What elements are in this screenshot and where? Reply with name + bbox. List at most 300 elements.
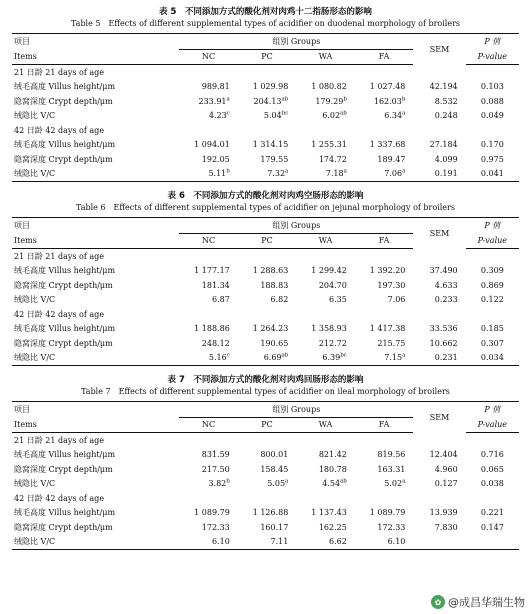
table-row [12, 535, 519, 550]
significance-letter: bc [340, 352, 347, 359]
header-items-zh: 项目 [12, 34, 179, 50]
data-table [12, 401, 519, 550]
value-text: 1 417.38 [369, 324, 406, 334]
row-label: 绒毛高度 Villus height/μm [14, 324, 116, 334]
value-text: 212.72 [318, 338, 347, 348]
value-text: 215.75 [377, 338, 406, 348]
p-value-cell: 0.038 [480, 479, 504, 489]
value-cell [296, 506, 355, 521]
significance-letter: b [343, 96, 347, 103]
value-text: 190.65 [260, 338, 289, 348]
row-label: 隐窝深度 Crypt depth/μm [14, 522, 113, 532]
header-row [12, 218, 519, 234]
value-text: 1 264.23 [252, 324, 289, 334]
p-value-cell: 0.975 [480, 154, 504, 164]
section-label: 21 日龄 21 days of age [14, 435, 104, 445]
header-p-en: P-value [466, 49, 519, 65]
value-cell [355, 167, 414, 182]
table-row [12, 520, 519, 535]
header-group-nc: NC [179, 49, 238, 65]
significance-letter: b [401, 96, 406, 103]
empty-cell [179, 65, 238, 80]
section-label: 21 日龄 21 days of age [14, 251, 104, 261]
header-p-zh-text: P 值 [484, 221, 501, 230]
value-text: 1 299.42 [311, 266, 347, 276]
table-row [12, 462, 519, 477]
row-label: 绒隐比 V/C [14, 295, 56, 305]
empty-cell [355, 123, 414, 138]
value-text: 1 314.15 [252, 140, 289, 150]
value-text: 7.06 [387, 295, 406, 305]
value-cell [355, 448, 414, 463]
wechat-logo-icon: ✿ [431, 595, 445, 609]
value-cell [179, 167, 238, 182]
section-row [12, 433, 519, 448]
empty-cell [413, 65, 465, 80]
empty-cell [413, 123, 465, 138]
sem-cell: 42.194 [429, 82, 458, 92]
value-cell [355, 264, 414, 279]
value-cell [355, 138, 414, 153]
value-cell [296, 322, 355, 337]
p-value-cell: 0.185 [480, 324, 504, 334]
header-group-pc: PC [238, 233, 297, 249]
value-cell [238, 462, 297, 477]
value-cell [179, 152, 238, 167]
table-block [12, 374, 519, 550]
header-group-fa: FA [355, 233, 414, 249]
value-cell [296, 278, 355, 293]
value-cell [179, 506, 238, 521]
sem-cell: 12.404 [429, 450, 458, 460]
value-text: 7.11 [270, 537, 289, 547]
empty-cell [238, 123, 297, 138]
value-cell [296, 535, 355, 550]
empty-cell [296, 123, 355, 138]
table-row [12, 152, 519, 167]
table-row [12, 293, 519, 308]
p-value-cell [466, 535, 519, 550]
significance-letter: a [285, 478, 289, 485]
value-cell [238, 167, 297, 182]
value-cell [179, 520, 238, 535]
value-text: 6.34 [384, 111, 403, 121]
sem-cell: 0.233 [434, 295, 458, 305]
empty-cell [179, 249, 238, 264]
value-text: 1 255.31 [311, 140, 347, 150]
value-text: 162.03 [373, 96, 402, 106]
table-caption-zh: 表 6 不同添加方式的酸化剂对肉鸡空肠形态的影响 [167, 191, 364, 201]
value-cell [296, 336, 355, 351]
value-text: 158.45 [260, 464, 289, 474]
header-group-pc: PC [238, 49, 297, 65]
significance-letter: ab [281, 352, 289, 359]
empty-cell [413, 433, 465, 448]
value-cell [179, 94, 238, 109]
value-text: 179.55 [260, 154, 289, 164]
value-cell [238, 138, 297, 153]
value-text: 1 177.17 [194, 266, 230, 276]
significance-letter: a [402, 110, 406, 117]
sem-cell: 0.127 [434, 479, 458, 489]
empty-cell [238, 491, 297, 506]
value-cell [179, 293, 238, 308]
value-cell [355, 293, 414, 308]
table-block [12, 6, 519, 182]
empty-cell [238, 65, 297, 80]
significance-letter: b [226, 478, 230, 485]
value-cell [179, 448, 238, 463]
value-cell [179, 535, 238, 550]
p-value-cell: 0.221 [480, 508, 504, 518]
empty-cell [466, 65, 519, 80]
p-value-cell: 0.122 [480, 295, 504, 305]
p-value-cell: 0.170 [480, 140, 504, 150]
value-cell [355, 351, 414, 366]
header-p-zh [466, 34, 519, 50]
header-groups: 组别 Groups [179, 402, 413, 418]
value-text: 1 126.88 [252, 508, 289, 518]
value-cell [238, 351, 297, 366]
value-text: 6.62 [329, 537, 347, 547]
p-value-cell: 0.147 [480, 522, 504, 532]
value-cell [179, 109, 238, 124]
value-cell [296, 462, 355, 477]
value-cell [238, 278, 297, 293]
sem-cell: 0.248 [434, 111, 458, 121]
value-text: 6.10 [211, 537, 230, 547]
significance-letter: a [402, 478, 406, 485]
row-label: 绒毛高度 Villus height/μm [14, 508, 116, 518]
table-caption-zh: 表 7 不同添加方式的酸化剂对肉鸡回肠形态的影响 [167, 375, 364, 385]
table-caption-en: Table 6 Effects of different supplemental types of acidifier on jejunal morphology of broilers [76, 203, 455, 212]
header-group-nc: NC [179, 233, 238, 249]
value-text: 5.16 [208, 353, 227, 363]
sem-cell: 37.490 [429, 266, 458, 276]
value-text: 1 080.82 [311, 82, 347, 92]
significance-letter: ab [340, 478, 347, 485]
empty-cell [413, 491, 465, 506]
value-text: 6.10 [387, 537, 406, 547]
value-text: 1 089.79 [369, 508, 406, 518]
table-row [12, 109, 519, 124]
value-cell [238, 535, 297, 550]
section-label: 42 日龄 42 days of age [14, 493, 104, 503]
empty-cell [355, 433, 414, 448]
significance-letter: ab [340, 110, 347, 117]
data-table [12, 33, 519, 182]
table-row [12, 94, 519, 109]
value-text: 6.35 [329, 295, 347, 305]
significance-letter: a [226, 96, 230, 103]
empty-cell [466, 123, 519, 138]
empty-cell [466, 491, 519, 506]
header-items-zh: 项目 [12, 402, 179, 418]
value-text: 5.11 [208, 169, 227, 179]
value-cell [355, 152, 414, 167]
row-label: 隐窝深度 Crypt depth/μm [14, 338, 113, 348]
p-value-cell: 0.049 [480, 111, 504, 121]
sem-cell: 0.231 [413, 351, 465, 366]
section-label: 21 日龄 21 days of age [14, 67, 104, 77]
header-items-en: Items [12, 417, 179, 433]
value-cell [296, 94, 355, 109]
value-text: 172.33 [201, 522, 230, 532]
row-label: 绒隐比 V/C [12, 535, 179, 550]
row-label: 隐窝深度 Crypt depth/μm [14, 280, 113, 290]
sem-cell: 4.099 [434, 154, 458, 164]
sem-cell: 33.536 [429, 324, 458, 334]
table-row [12, 167, 519, 182]
value-cell [355, 477, 414, 492]
value-cell [238, 80, 297, 95]
empty-cell [466, 307, 519, 322]
header-groups: 组别 Groups [179, 34, 413, 50]
value-text: 7.15 [384, 353, 403, 363]
value-text: 204.70 [318, 280, 347, 290]
sem-cell: 4.633 [434, 280, 458, 290]
header-sem: SEM [413, 402, 465, 433]
header-p-zh [466, 218, 519, 234]
sem-cell: 8.532 [434, 96, 458, 106]
table-caption-zh: 表 5 不同添加方式的酸化剂对肉鸡十二指肠形态的影响 [159, 7, 372, 17]
value-text: 7.18 [325, 169, 344, 179]
significance-letter: a [402, 352, 406, 359]
header-p-en: P-value [466, 417, 519, 433]
table-row [12, 336, 519, 351]
value-cell [296, 152, 355, 167]
significance-letter: c [226, 352, 230, 359]
value-cell [355, 322, 414, 337]
value-cell [179, 477, 238, 492]
value-text: 1 188.86 [194, 324, 230, 334]
value-text: 1 094.01 [194, 140, 230, 150]
header-group-fa: FA [355, 49, 414, 65]
value-text: 188.83 [260, 280, 289, 290]
p-value-cell: 0.309 [480, 266, 504, 276]
section-row [12, 307, 519, 322]
value-text: 248.12 [201, 338, 230, 348]
header-group-nc: NC [179, 417, 238, 433]
value-cell [296, 520, 355, 535]
empty-cell [466, 433, 519, 448]
header-group-fa: FA [355, 417, 414, 433]
value-cell [179, 322, 238, 337]
significance-letter: a [285, 168, 289, 175]
watermark [431, 594, 525, 610]
value-text: 197.30 [377, 280, 406, 290]
value-cell [179, 336, 238, 351]
value-cell [355, 506, 414, 521]
value-text: 1 029.98 [252, 82, 289, 92]
section-label: 42 日龄 42 days of age [14, 309, 104, 319]
empty-cell [296, 307, 355, 322]
value-text: 1 358.93 [311, 324, 347, 334]
value-text: 6.39 [322, 353, 341, 363]
value-text: 1 337.68 [369, 140, 406, 150]
header-group-wa: WA [296, 49, 355, 65]
row-label: 隐窝深度 Crypt depth/μm [14, 154, 113, 164]
sem-cell: 7.830 [434, 522, 458, 532]
value-cell [355, 94, 414, 109]
row-label: 绒毛高度 Villus height/μm [14, 82, 116, 92]
empty-cell [355, 65, 414, 80]
value-text: 217.50 [201, 464, 230, 474]
p-value-cell: 0.716 [480, 450, 504, 460]
empty-cell [179, 433, 238, 448]
sem-cell: 13.939 [429, 508, 458, 518]
table-row [12, 138, 519, 153]
sem-cell: 4.960 [434, 464, 458, 474]
value-text: 5.04 [263, 111, 282, 121]
value-text: 821.42 [318, 450, 347, 460]
value-cell [355, 336, 414, 351]
header-p-zh [466, 402, 519, 418]
value-cell [296, 109, 355, 124]
row-label: 绒隐比 V/C [12, 167, 179, 182]
value-cell [238, 520, 297, 535]
value-cell [355, 535, 414, 550]
value-text: 204.13 [253, 96, 282, 106]
section-row [12, 123, 519, 138]
empty-cell [413, 249, 465, 264]
header-row [12, 34, 519, 50]
value-text: 6.02 [322, 111, 341, 121]
value-cell [238, 94, 297, 109]
p-value-cell: 0.065 [480, 464, 504, 474]
value-text: 179.29 [315, 96, 344, 106]
table-block [12, 190, 519, 366]
value-cell [355, 80, 414, 95]
header-row [12, 402, 519, 418]
table-row [12, 80, 519, 95]
value-cell [296, 351, 355, 366]
significance-letter: ab [281, 96, 289, 103]
value-cell [238, 264, 297, 279]
significance-letter: a [343, 168, 347, 175]
empty-cell [466, 249, 519, 264]
p-value-cell: 0.088 [480, 96, 504, 106]
empty-cell [355, 249, 414, 264]
value-cell [238, 477, 297, 492]
value-cell [179, 264, 238, 279]
value-text: 7.32 [267, 169, 286, 179]
header-group-wa: WA [296, 417, 355, 433]
value-text: 180.78 [318, 464, 347, 474]
value-cell [179, 351, 238, 366]
empty-cell [179, 307, 238, 322]
p-value-cell: 0.041 [466, 167, 519, 182]
significance-letter: c [226, 110, 230, 117]
value-text: 5.02 [384, 479, 403, 489]
value-text: 3.82 [208, 479, 227, 489]
empty-cell [238, 433, 297, 448]
row-label: 隐窝深度 Crypt depth/μm [14, 464, 113, 474]
value-text: 819.56 [377, 450, 406, 460]
row-label: 隐窝深度 Crypt depth/μm [14, 96, 113, 106]
value-text: 6.69 [263, 353, 282, 363]
value-text: 160.17 [260, 522, 289, 532]
header-items-zh: 项目 [12, 218, 179, 234]
value-cell [296, 264, 355, 279]
header-groups: 组别 Groups [179, 218, 413, 234]
section-row [12, 65, 519, 80]
significance-letter: a [402, 168, 406, 175]
value-cell [238, 448, 297, 463]
value-text: 989.81 [201, 82, 230, 92]
value-text: 233.91 [198, 96, 227, 106]
header-group-pc: PC [238, 417, 297, 433]
empty-cell [238, 249, 297, 264]
header-p-en: P-value [466, 233, 519, 249]
header-p-zh-text: P 值 [484, 37, 501, 46]
value-cell [238, 293, 297, 308]
value-text: 831.59 [201, 450, 230, 460]
value-cell [238, 109, 297, 124]
data-table [12, 217, 519, 366]
row-label: 绒毛高度 Villus height/μm [14, 140, 116, 150]
value-text: 800.01 [260, 450, 289, 460]
value-cell [238, 336, 297, 351]
table-row [12, 477, 519, 492]
p-value-cell: 0.307 [480, 338, 504, 348]
empty-cell [413, 307, 465, 322]
value-cell [355, 278, 414, 293]
value-cell [296, 448, 355, 463]
table-row [12, 322, 519, 337]
p-value-cell: 0.034 [466, 351, 519, 366]
value-text: 172.33 [377, 522, 406, 532]
p-value-cell: 0.869 [480, 280, 504, 290]
empty-cell [355, 307, 414, 322]
value-text: 1 137.43 [311, 508, 347, 518]
table-caption-en: Table 7 Effects of different supplemental types of acidifier on ileal morphology of broilers [81, 387, 450, 396]
value-text: 192.05 [201, 154, 230, 164]
sem-cell: 0.191 [413, 167, 465, 182]
table-row [12, 278, 519, 293]
header-sem: SEM [413, 34, 465, 65]
value-cell [296, 167, 355, 182]
value-text: 7.06 [384, 169, 403, 179]
value-cell [238, 506, 297, 521]
section-label: 42 日龄 42 days of age [14, 125, 104, 135]
value-text: 6.82 [270, 295, 289, 305]
header-sem: SEM [413, 218, 465, 249]
empty-cell [296, 433, 355, 448]
value-cell [238, 322, 297, 337]
header-group-wa: WA [296, 233, 355, 249]
significance-letter: bc [281, 110, 289, 117]
sem-cell: 27.184 [429, 140, 458, 150]
p-value-cell: 0.103 [480, 82, 504, 92]
value-text: 4.54 [322, 479, 341, 489]
value-text: 1 027.48 [369, 82, 406, 92]
row-label: 绒隐比 V/C [14, 111, 56, 121]
value-cell [179, 80, 238, 95]
value-cell [296, 138, 355, 153]
row-label: 绒毛高度 Villus height/μm [14, 450, 116, 460]
table-row [12, 351, 519, 366]
empty-cell [296, 65, 355, 80]
section-row [12, 249, 519, 264]
header-items-en: Items [12, 233, 179, 249]
empty-cell [355, 491, 414, 506]
significance-letter: b [226, 168, 230, 175]
value-text: 1 288.63 [252, 266, 289, 276]
table-caption-en: Table 5 Effects of different supplemental types of acidifier on duodenal morphology of broilers [70, 19, 461, 28]
value-cell [179, 138, 238, 153]
sem-cell [413, 535, 465, 550]
